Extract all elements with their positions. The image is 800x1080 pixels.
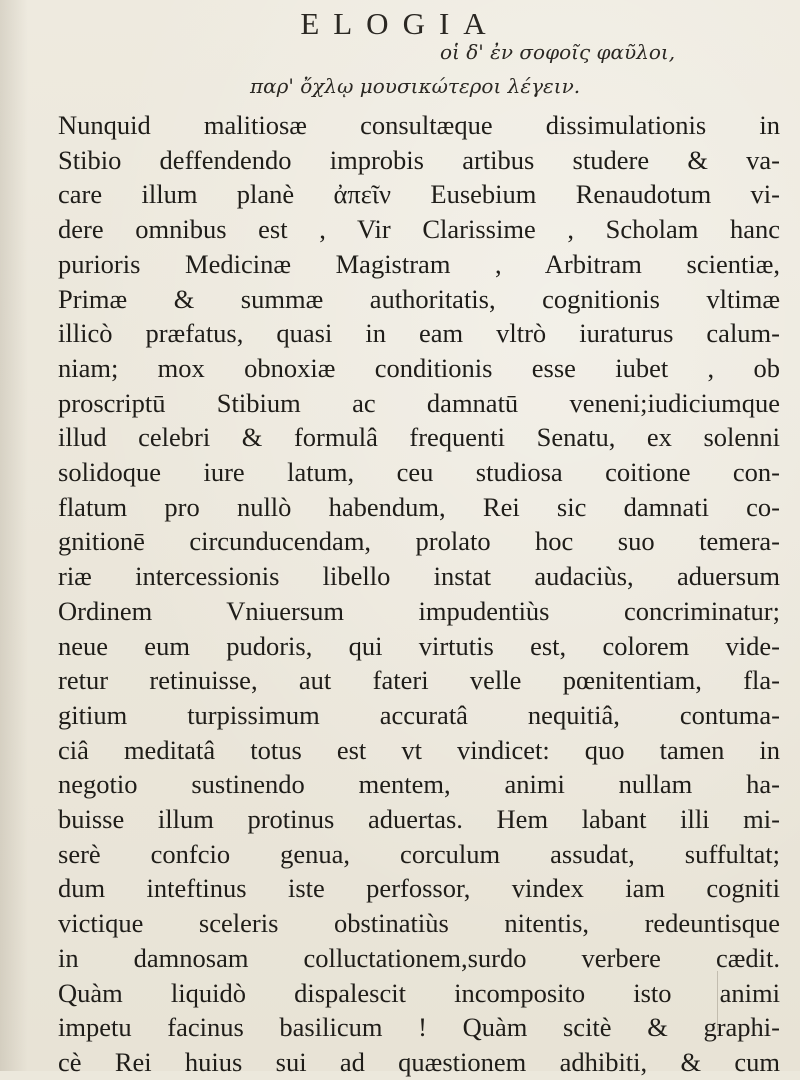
text-line: cè Rei huius sui ad quæstionem adhibiti, & cum [58, 1046, 780, 1077]
text-line: retur retinuisse, aut fateri velle pœnitentiam, fla- [58, 665, 780, 696]
text-line: Stibio deffendendo improbis artibus studere & va- [58, 144, 780, 175]
text-line: care illum planè ἀπεῖν Eusebium Renaudotum vi- [58, 179, 780, 210]
text-line: flatum pro nullò habendum, Rei sic damnati co- [58, 491, 780, 522]
text-line: dum inteftinus iste perfossor, vindex iam cogniti [58, 873, 780, 904]
text-line: in damnosam colluctationem,surdo verbere cædit. [58, 942, 780, 973]
text-line: purioris Medicinæ Magistram , Arbitram scientiæ, [58, 248, 780, 279]
text-line: victique sceleris obstinatiùs nitentis, redeuntisque [58, 908, 780, 939]
greek-quote-line-2: παρ' ὄχλῳ μουσικώτεροι λέγειν. [250, 74, 581, 98]
running-head: ELOGIA [300, 6, 500, 41]
text-line: niam; mox obnoxiæ conditionis esse iubet , ob [58, 352, 780, 383]
binding-gutter [0, 0, 28, 1071]
text-line: Nunquid malitiosæ consultæque dissimulationis in [58, 110, 780, 140]
text-line: gnitionē circunducendam, prolato hoc suo temera- [58, 526, 780, 557]
text-line: Primæ & summæ authoritatis, cognitionis vltimæ [58, 283, 780, 314]
text-line: negotio sustinendo mentem, animi nullam ha- [58, 769, 780, 800]
text-line: ciâ meditatâ totus est vt vindicet: quo tamen in [58, 734, 780, 765]
text-line: neue eum pudoris, qui virtutis est, colorem vide- [58, 630, 780, 661]
text-line: Ordinem Vniuersum impudentiùs concriminatur; [58, 595, 780, 626]
text-line: gitium turpissimum accuratâ nequitiâ, contuma- [58, 699, 780, 730]
text-line: serè confcio genua, corculum assudat, suffultat; [58, 838, 780, 869]
paper-fold-mark [717, 971, 748, 1031]
text-line: dere omnibus est , Vir Clarissime , Scholam hanc [58, 214, 780, 245]
body-text [58, 108, 780, 1080]
text-line: illud celebri & formulâ frequenti Senatu, ex solenni [58, 422, 780, 453]
text-line: solidoque iure latum, ceu studiosa coitione con- [58, 457, 780, 488]
text-line: riæ intercessionis libello instat audaciùs, aduersum [58, 561, 780, 592]
text-line: Quàm liquidò dispalescit incomposito isto animi [58, 977, 780, 1008]
text-line: illicò præfatus, quasi in eam vltrò iuraturus calum- [58, 318, 780, 349]
text-line: buisse illum protinus aduertas. Hem labant illi mi- [58, 804, 780, 835]
text-line: impetu facinus basilicum ! Quàm scitè & graphi- [58, 1012, 780, 1043]
greek-quote-line-1: οἱ δ' ἐν σοφοῖς φαῦλοι, [440, 40, 676, 64]
text-line: proscriptū Stibium ac damnatū veneni;iudiciumque [58, 387, 780, 418]
